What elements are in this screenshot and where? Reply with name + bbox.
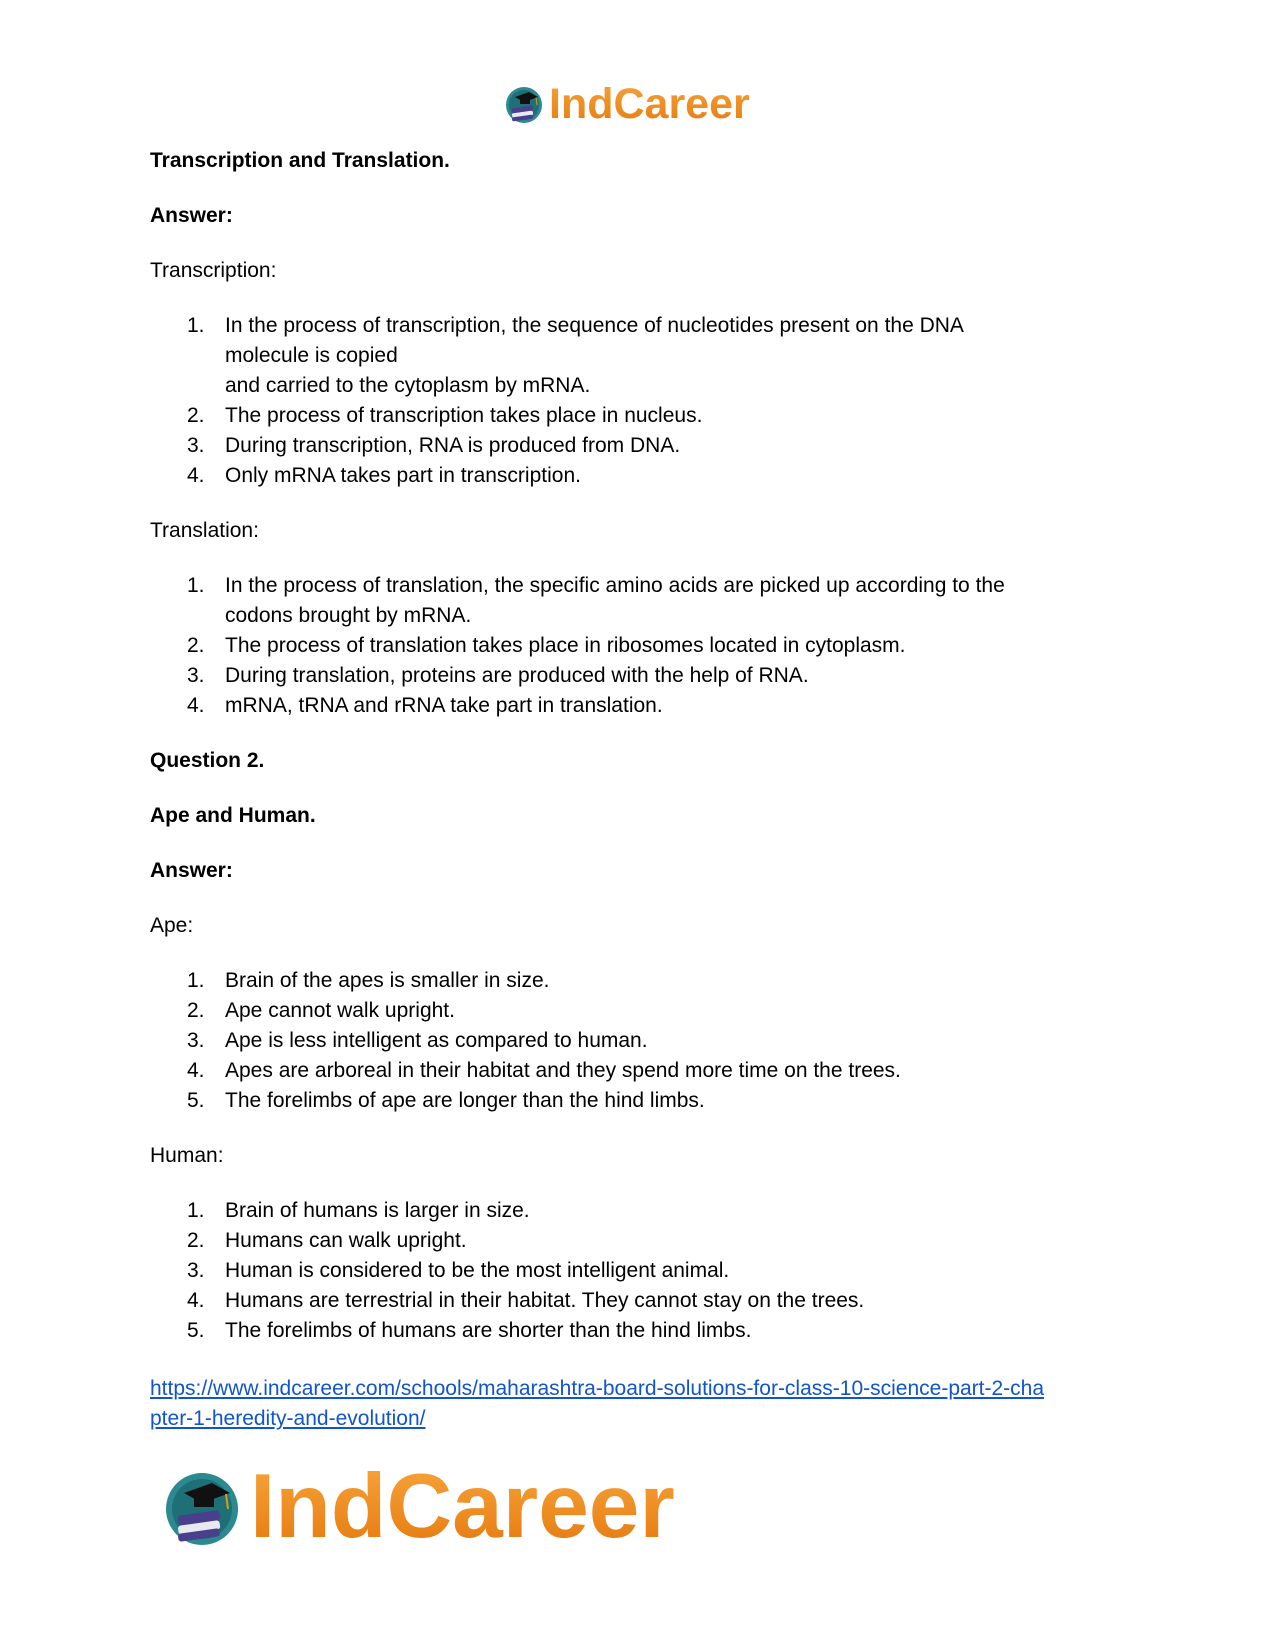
list-number: 3. [187, 1259, 205, 1282]
footer-logo[interactable] [160, 1456, 675, 1557]
list-number: 2. [187, 999, 205, 1022]
globe-book-icon [160, 1465, 244, 1549]
list-item-text: The forelimbs of ape are longer than the hind limbs. [225, 1089, 705, 1112]
list-item-text: Humans are terrestrial in their habitat. They cannot stay on the trees. [225, 1289, 865, 1312]
brand-name: IndCareer [250, 1456, 675, 1557]
list-item [150, 311, 1130, 401]
list-number: 5. [187, 1089, 205, 1112]
list-item-text: Brain of the apes is smaller in size. [225, 969, 550, 992]
list-number: 1. [187, 574, 205, 597]
list-number: 2. [187, 404, 205, 427]
section-title: Ape and Human. [150, 804, 316, 827]
list-number: 3. [187, 664, 205, 687]
list-number: 3. [187, 1029, 205, 1052]
list-item [150, 461, 1130, 491]
list-item [150, 996, 1130, 1026]
list-item [150, 1056, 1130, 1086]
list-item-text: Apes are arboreal in their habitat and they spend more time on the trees. [225, 1059, 901, 1082]
list-item-text: Ape cannot walk upright. [225, 999, 455, 1022]
source-link-line2: pter-1-heredity-and-evolution/ [150, 1407, 426, 1430]
list-item [150, 431, 1130, 461]
list-item [150, 1086, 1130, 1116]
list-number: 4. [187, 1059, 205, 1082]
list-item-text: Ape is less intelligent as compared to human. [225, 1029, 648, 1052]
list-number: 5. [187, 1319, 205, 1342]
list-item [150, 1316, 1130, 1346]
list-item-text: In the process of transcription, the sequence of nucleotides present on the DNA [225, 314, 964, 337]
source-link[interactable] [150, 1374, 1130, 1434]
translation-heading: Translation: [150, 519, 259, 542]
translation-list [150, 571, 1130, 721]
header-logo[interactable] [503, 80, 750, 128]
list-item-text: During translation, proteins are produced with the help of RNA. [225, 664, 809, 687]
list-item [150, 631, 1130, 661]
human-list [150, 1196, 1130, 1346]
list-item [150, 661, 1130, 691]
question-label: Question 2. [150, 749, 265, 772]
ape-list [150, 966, 1130, 1116]
list-item [150, 691, 1130, 721]
list-item-text: Only mRNA takes part in transcription. [225, 464, 581, 487]
list-item [150, 966, 1130, 996]
source-link-line1: https://www.indcareer.com/schools/maharashtra-board-solutions-for-class-10-science-part-2-cha [150, 1377, 1045, 1400]
list-number: 1. [187, 969, 205, 992]
globe-book-icon [503, 83, 545, 125]
transcription-heading: Transcription: [150, 259, 277, 282]
list-item-text: During transcription, RNA is produced from DNA. [225, 434, 681, 457]
list-number: 2. [187, 1229, 205, 1252]
answer-label: Answer: [150, 859, 233, 882]
list-number: 3. [187, 434, 205, 457]
transcription-list [150, 311, 1130, 491]
human-heading: Human: [150, 1144, 224, 1167]
list-number: 1. [187, 1199, 205, 1222]
list-item-text: The forelimbs of humans are shorter than the hind limbs. [225, 1319, 752, 1342]
list-item-text: The process of transcription takes place in nucleus. [225, 404, 703, 427]
list-item [150, 401, 1130, 431]
list-item-text: In the process of translation, the specific amino acids are picked up according to the [225, 574, 1005, 597]
list-number: 2. [187, 634, 205, 657]
list-item-text: and carried to the cytoplasm by mRNA. [225, 374, 591, 397]
list-item-text: molecule is copied [225, 344, 398, 367]
brand-name: IndCareer [549, 80, 750, 128]
list-item-text: Brain of humans is larger in size. [225, 1199, 530, 1222]
list-item [150, 571, 1130, 631]
list-item [150, 1026, 1130, 1056]
list-number: 4. [187, 694, 205, 717]
section-title: Transcription and Translation. [150, 149, 450, 172]
list-number: 4. [187, 1289, 205, 1312]
list-item-text: Human is considered to be the most intelligent animal. [225, 1259, 730, 1282]
list-item [150, 1256, 1130, 1286]
list-item [150, 1286, 1130, 1316]
list-number: 1. [187, 314, 205, 337]
list-item [150, 1226, 1130, 1256]
list-number: 4. [187, 464, 205, 487]
list-item-text: Humans can walk upright. [225, 1229, 467, 1252]
list-item [150, 1196, 1130, 1226]
list-item-text: The process of translation takes place in ribosomes located in cytoplasm. [225, 634, 906, 657]
document-body [150, 146, 1130, 1434]
answer-label: Answer: [150, 204, 233, 227]
list-item-text: mRNA, tRNA and rRNA take part in translation. [225, 694, 663, 717]
list-item-text: codons brought by mRNA. [225, 604, 472, 627]
ape-heading: Ape: [150, 914, 194, 937]
